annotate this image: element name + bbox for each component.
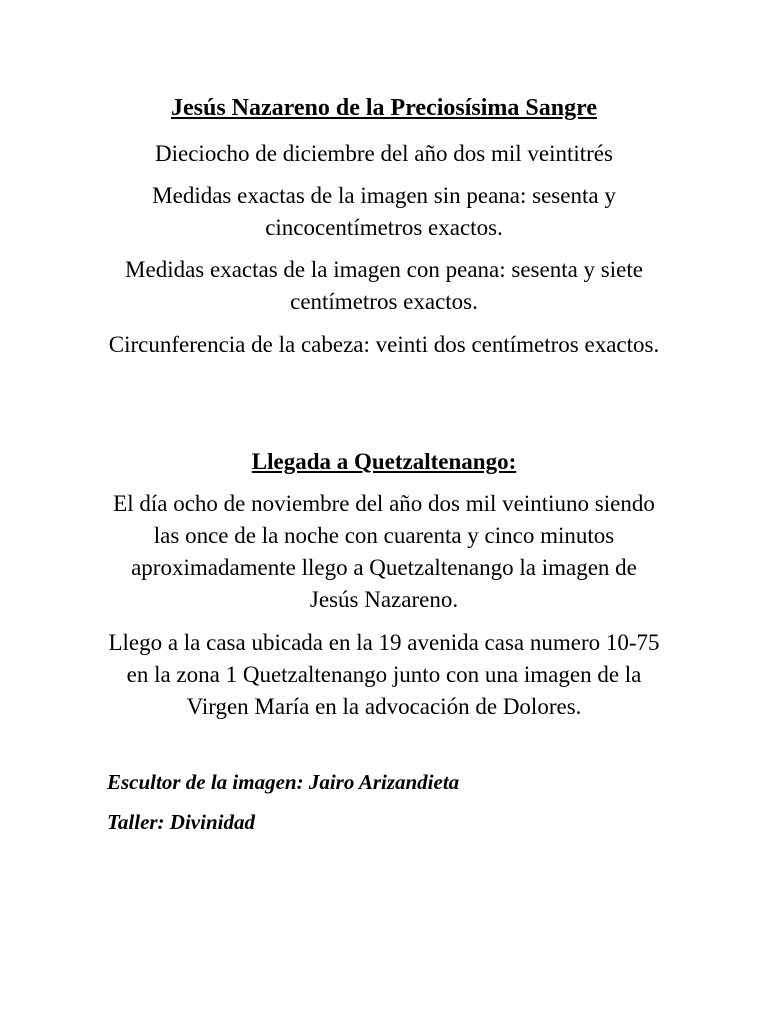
arrival-heading: Llegada a Quetzaltenango: xyxy=(251,449,517,474)
sculptor-credit: Escultor de la imagen: Jairo Arizandieta xyxy=(107,770,460,794)
head-circumference: Circunferencia de la cabeza: veinti dos centímetros exactos. xyxy=(108,332,660,357)
arrival-paragraph: El día ocho de noviembre del año dos mil veintiuno siendo las once de la noche con cuarenta y cinco minutos aproximadamente llego a Quetzaltenango la imagen de Jesús Nazareno. xyxy=(113,491,655,612)
document-title: Jesús Nazareno de la Preciosísima Sangre xyxy=(171,95,597,121)
house-paragraph: Llego a la casa ubicada en la 19 avenida casa numero 10-75 en la zona 1 Quetzaltenango junto con una imagen de la Virgen María en la advocación de Dolores. xyxy=(108,630,660,719)
measure-without-base: Medidas exactas de la imagen sin peana: sesenta y cincocentímetros exactos. xyxy=(152,183,616,240)
measure-with-base: Medidas exactas de la imagen con peana: sesenta y siete centímetros exactos. xyxy=(125,257,643,314)
date-line: Dieciocho de diciembre del año dos mil veintitrés xyxy=(155,141,613,166)
workshop-credit: Taller: Divinidad xyxy=(107,810,255,834)
